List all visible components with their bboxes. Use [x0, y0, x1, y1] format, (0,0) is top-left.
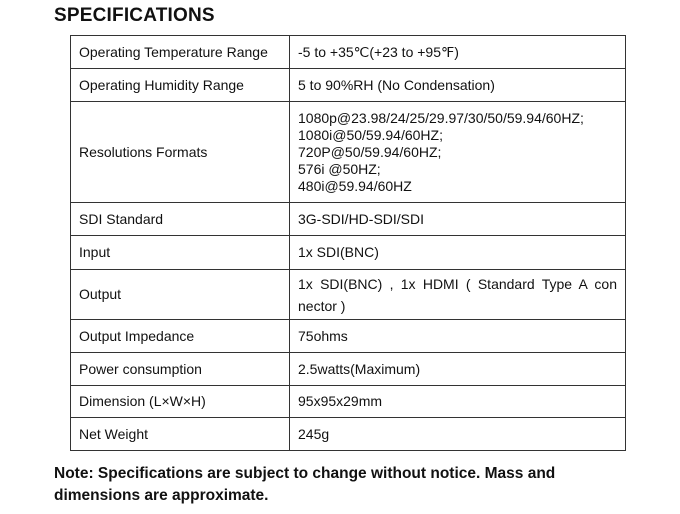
spec-label: Output Impedance: [71, 320, 290, 353]
spec-value: 95x95x29mm: [290, 386, 626, 418]
table-row: [71, 353, 626, 386]
disclaimer-note: Note: Specifications are subject to change without notice. Mass and dimensions are approximate.: [54, 465, 556, 504]
resolution-line: 720P@50/59.94/60HZ;: [298, 143, 442, 160]
spec-label: Output: [71, 270, 290, 320]
page-title: SPECIFICATIONS: [54, 5, 215, 26]
resolution-line: 1080i@50/59.94/60HZ;: [298, 126, 443, 143]
spec-value: 2.5watts(Maximum): [290, 353, 626, 386]
table-row: [71, 236, 626, 270]
table-row: [71, 386, 626, 418]
spec-value: 75ohms: [290, 320, 626, 353]
spec-label: Power consumption: [71, 353, 290, 386]
spec-label: Dimension (L×W×H): [71, 386, 290, 418]
spec-label: Net Weight: [71, 418, 290, 451]
spec-label: SDI Standard: [71, 203, 290, 236]
spec-label: Operating Humidity Range: [71, 69, 290, 102]
spec-label: Input: [71, 236, 290, 270]
resolution-line: 1080p@23.98/24/25/29.97/30/50/59.94/60HZ;: [298, 109, 584, 126]
spec-value: 3G-SDI/HD-SDI/SDI: [290, 203, 626, 236]
table-row: [71, 203, 626, 236]
resolution-line: 576i @50HZ;: [298, 160, 381, 177]
spec-value: [290, 102, 626, 203]
spec-value: 1x SDI(BNC) , 1x HDMI ( Standard Type A con nector ): [290, 270, 626, 320]
table-row: [71, 102, 626, 203]
spec-value: 245g: [290, 418, 626, 451]
table-row: [71, 320, 626, 353]
spec-label: Resolutions Formats: [71, 102, 290, 203]
table-row: [71, 270, 626, 320]
spec-value: -5 to +35℃(+23 to +95℉): [290, 36, 626, 69]
table-row: [71, 69, 626, 102]
spec-label: Operating Temperature Range: [71, 36, 290, 69]
spec-value: 5 to 90%RH (No Condensation): [290, 69, 626, 102]
spec-value: 1x SDI(BNC): [290, 236, 626, 270]
table-row: [71, 418, 626, 451]
resolution-line: 480i@59.94/60HZ: [298, 177, 412, 194]
specifications-table: [70, 35, 626, 451]
table-row: [71, 36, 626, 69]
